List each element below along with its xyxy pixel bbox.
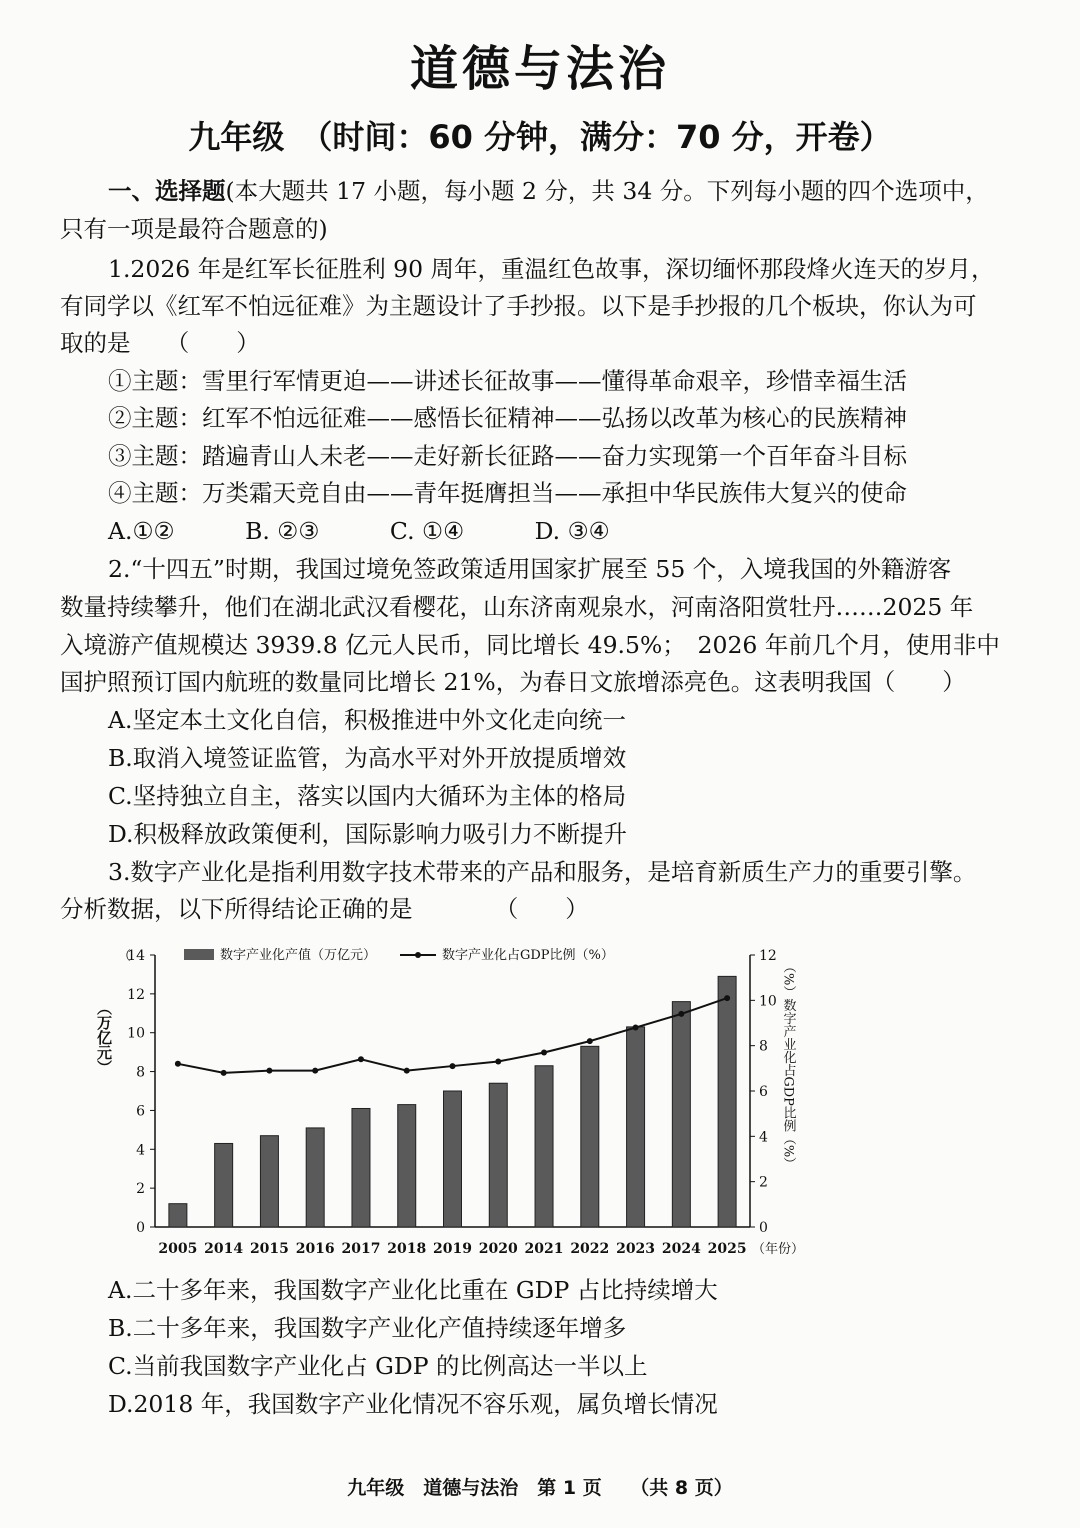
bar: [672, 1002, 690, 1227]
left-tick-label: 0: [136, 1220, 145, 1236]
right-tick-label: 6: [759, 1084, 768, 1100]
q2-stem-line3: 入境游产值规模达 3939.8 亿元人民币，同比增长 49.5%； 2026 年前几个月，使用非中: [60, 631, 1000, 659]
q2-option-d: D.积极释放政策便利，国际影响力吸引力不断提升: [108, 820, 627, 848]
left-tick-label: 4: [136, 1142, 145, 1159]
x-tick-label: 2014: [204, 1241, 244, 1257]
q2-stem-line1: 2.“十四五”时期，我国过境免签政策适用国家扩展至 55 个，入境我国的外籍游客: [108, 555, 952, 583]
page-footer: 九年级 道德与法治 第 1 页 （共 8 页）: [347, 1477, 733, 1499]
x-tick-label: 2021: [524, 1241, 564, 1257]
q3-stem-line2: 分析数据，以下所得结论正确的是 （ ）: [60, 895, 589, 923]
line-point: [587, 1038, 593, 1044]
line-point: [495, 1059, 501, 1065]
x-tick-label: 2017: [341, 1241, 381, 1257]
bar: [306, 1128, 324, 1227]
x-tick-label: 2023: [616, 1241, 656, 1257]
x-tick-label: 2005: [158, 1241, 198, 1257]
line-point: [266, 1068, 272, 1074]
line-point: [633, 1025, 639, 1031]
line-point: [175, 1061, 181, 1067]
bar: [215, 1143, 233, 1227]
chart-legend: [184, 947, 614, 963]
line-point: [541, 1049, 547, 1055]
legend-bar-swatch: [184, 949, 214, 960]
bar: [581, 1046, 599, 1227]
digital-industry-chart: [95, 940, 805, 1270]
line-point: [358, 1056, 364, 1062]
right-tick-label: 2: [759, 1174, 768, 1191]
q1-item-3: ③主题：踏遍青山人未老——走好新长征路——奋力实现第一个百年奋斗目标: [108, 442, 907, 470]
bar: [718, 976, 736, 1227]
page-title: 道德与法治: [409, 41, 670, 97]
left-tick-label: 12: [127, 986, 145, 1003]
right-tick-label: 8: [759, 1038, 768, 1055]
bar: [489, 1083, 507, 1227]
right-tick-label: 0: [759, 1220, 768, 1236]
left-axis-unit-open: （: [118, 949, 132, 964]
left-tick-label: 10: [127, 1025, 145, 1042]
q1-options: A.①② B. ②③ C. ①④ D. ③④: [108, 517, 610, 545]
q1-item-1: ①主题：雪里行军情更迫——讲述长征故事——懂得革命艰辛，珍惜幸福生活: [108, 367, 907, 395]
line-point: [450, 1063, 456, 1069]
left-tick-label: 8: [136, 1064, 145, 1081]
x-tick-label: 2015: [249, 1241, 289, 1257]
line-point: [678, 1011, 684, 1017]
left-tick-label: 14: [127, 948, 145, 964]
q3-option-d: D.2018 年，我国数字产业化情况不容乐观，属负增长情况: [108, 1390, 718, 1418]
q2-option-b: B.取消入境签证监管，为高水平对外开放提质增效: [108, 744, 627, 772]
q2-stem-line2: 数量持续攀升，他们在湖北武汉看樱花，山东济南观泉水，河南洛阳赏牡丹……2025 年: [60, 593, 974, 621]
bar: [260, 1136, 278, 1227]
left-axis-label: （万亿元）: [95, 1000, 113, 1075]
q1-item-2: ②主题：红军不怕远征难——感悟长征精神——弘扬以改革为核心的民族精神: [108, 404, 907, 432]
section-heading-line: [108, 176, 989, 206]
line-point: [221, 1070, 227, 1076]
bar: [398, 1105, 416, 1227]
x-tick-label: 2018: [387, 1241, 427, 1257]
q1-stem-line3: 取的是 （ ）: [60, 329, 260, 357]
right-tick-label: 12: [759, 948, 777, 964]
q3-option-c: C.当前我国数字产业化占 GDP 的比例高达一半以上: [108, 1352, 648, 1380]
x-tick-label: 2016: [295, 1241, 335, 1257]
section-description: (本大题共 17 小题，每小题 2 分，共 34 分。下列每小题的四个选项中，: [225, 177, 989, 205]
q3-stem-line1: 3.数字产业化是指利用数字技术带来的产品和服务，是培育新质生产力的重要引擎。: [108, 858, 977, 886]
x-tick-label: 2024: [661, 1241, 701, 1257]
line-point: [312, 1068, 318, 1074]
left-tick-label: 6: [136, 1103, 145, 1120]
bar: [535, 1066, 553, 1227]
bar: [352, 1108, 370, 1227]
bar: [444, 1091, 462, 1227]
section-description-cont: 只有一项是最符合题意的): [60, 215, 328, 243]
exam-subtitle: 九年级 （时间：60 分钟，满分：70 分，开卷）: [188, 118, 892, 156]
line-point: [724, 995, 730, 1001]
q1-stem-line1: 1.2026 年是红军长征胜利 90 周年，重温红色故事，深切缅怀那段烽火连天的岁月，: [108, 255, 995, 283]
x-tick-label: 2025: [707, 1241, 747, 1257]
x-tick-label: 2022: [570, 1241, 610, 1257]
x-tick-label: 2020: [478, 1241, 518, 1257]
right-axis-label: （%）数字产业化占GDP比例（%）: [780, 960, 796, 1171]
x-axis-unit: （年份）: [752, 1242, 805, 1257]
x-tick-label: 2019: [433, 1241, 472, 1257]
right-tick-label: 10: [759, 993, 777, 1010]
q3-option-a: A.二十多年来，我国数字产业化比重在 GDP 占比持续增大: [108, 1276, 718, 1304]
q1-item-4: ④主题：万类霜天竞自由——青年挺膺担当——承担中华民族伟大复兴的使命: [108, 479, 907, 507]
q2-option-a: A.坚定本土文化自信，积极推进中外文化走向统一: [108, 706, 626, 734]
line-point: [404, 1068, 410, 1074]
legend-line-marker: [415, 952, 421, 958]
right-tick-label: 4: [759, 1129, 768, 1146]
q2-option-c: C.坚持独立自主，落实以国内大循环为主体的格局: [108, 782, 627, 810]
q2-stem-line4: 国护照预订国内航班的数量同比增长 21%，为春日文旅增添亮色。这表明我国（ ）: [60, 668, 966, 696]
bar: [169, 1204, 187, 1227]
q3-option-b: B.二十多年来，我国数字产业化产值持续逐年增多: [108, 1314, 627, 1342]
legend-bar-label: 数字产业化产值（万亿元）: [220, 948, 377, 963]
bar: [627, 1027, 645, 1227]
q1-stem-line2: 有同学以《红军不怕远征难》为主题设计了手抄报。以下是手抄报的几个板块，你认为可: [60, 292, 977, 320]
section-heading: 一、选择题: [108, 177, 226, 205]
legend-line-label: 数字产业化占GDP比例（%）: [442, 948, 614, 963]
left-tick-label: 2: [136, 1181, 145, 1198]
